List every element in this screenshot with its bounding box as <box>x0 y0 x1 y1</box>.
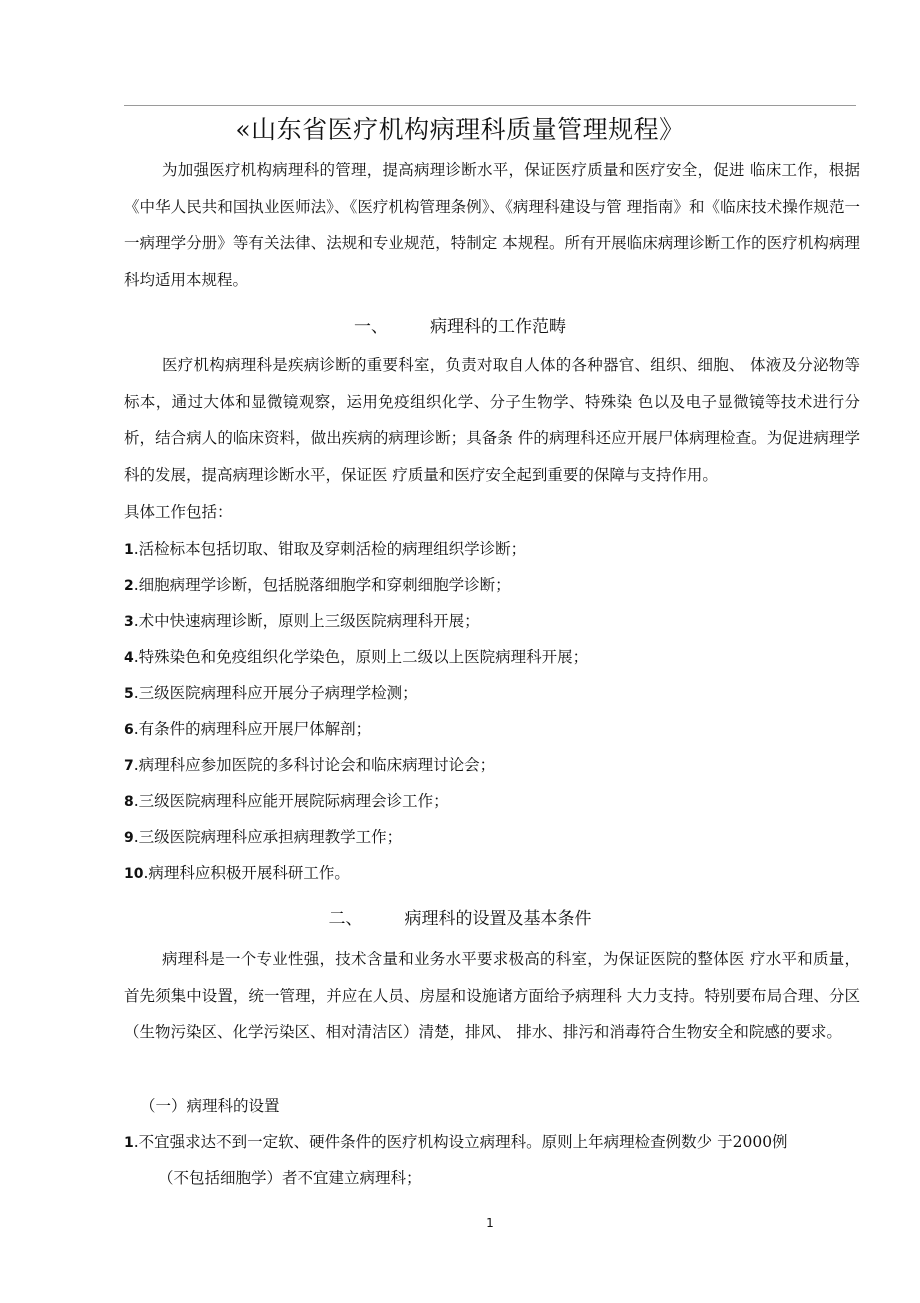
list-item-continuation: （不包括细胞学）者不宜建立病理科； <box>158 1169 422 1187</box>
section-2-heading <box>0 904 920 929</box>
list-item: 1.不宜强求达不到一定软、硬件条件的医疗机构设立病理科。原则上年病理检查例数少 于2000例 <box>124 1133 788 1151</box>
list-item: 9.三级医院病理科应承担病理教学工作； <box>124 828 403 846</box>
header-rule <box>124 105 856 106</box>
section-2-title: 病理科的设置及基本条件 <box>404 909 592 929</box>
page-number: 1 <box>486 1216 494 1230</box>
section-2-number: 二、 <box>328 909 363 929</box>
list-item: 7.病理科应参加医院的多科讨论会和临床病理讨论会； <box>124 756 496 774</box>
list-item: 4.特殊染色和免疫组织化学染色，原则上二级以上医院病理科开展； <box>124 648 589 666</box>
section-1-number: 一、 <box>354 317 388 337</box>
list-item: 5.三级医院病理科应开展分子病理学检测； <box>124 684 418 702</box>
section-1-body: 医疗机构病理科是疾病诊断的重要科室，负责对取自人体的各种器官、组织、细胞、 体液及分泌物等标本，通过大体和显微镜观察，运用免疫组织化学、分子生物学、特殊染 色以及电子显微镜等技术进行分析，结合病人的临床资料，做出疾病的病理诊断；具备条 件的病理科还应开展尸体病理检查。为促进病理学科的发展，提高病理诊断水平，保证医 疗质量和医疗安全起到重要的保障与支持作用。 <box>124 356 860 484</box>
list-item: 1.活检标本包括切取、钳取及穿刺活检的病理组织学诊断； <box>124 540 527 558</box>
subsection-title: （一）病理科的设置 <box>140 1097 280 1115</box>
section-2-body: 病理科是一个专业性强，技术含量和业务水平要求极高的科室，为保证医院的整体医 疗水平和质量，首先须集中设置，统一管理，并应在人员、房屋和设施诸方面给予病理科 大力支持。特别要布局合理、分区（生物污染区、化学污染区、相对清洁区）清楚，排风、 排水、排污和消毒符合生物安全和院感的要求。 <box>124 950 860 1041</box>
list-item: 6.有条件的病理科应开展尸体解剖； <box>124 720 372 738</box>
list-item: 10.病理科应积极开展科研工作。 <box>124 864 350 882</box>
section-1-heading <box>0 312 920 337</box>
section-1-title: 病理科的工作范畴 <box>430 317 566 337</box>
list-item: 3.术中快速病理诊断，原则上三级医院病理科开展； <box>124 612 480 630</box>
list-item: 8.三级医院病理科应能开展院际病理会诊工作； <box>124 792 449 810</box>
document-title: «山东省医疗机构病理科质量管理规程》 <box>235 115 685 144</box>
list-item: 2.细胞病理学诊断，包括脱落细胞学和穿刺细胞学诊断； <box>124 576 511 594</box>
intro-paragraph: 为加强医疗机构病理科的管理，提高病理诊断水平，保证医疗质量和医疗安全，促进 临床工作，根据《中华人民共和国执业医师法》、《医疗机构管理条例》、《病理科建设与管 理指南》和《临床技术操作规范一一病理学分册》等有关法律、法规和专业规范，特制定 本规程。所有开展临床病理诊断工作的医疗机构病理科均适用本规程。 <box>124 161 860 289</box>
section-1-lead: 具体工作包括： <box>124 503 233 521</box>
